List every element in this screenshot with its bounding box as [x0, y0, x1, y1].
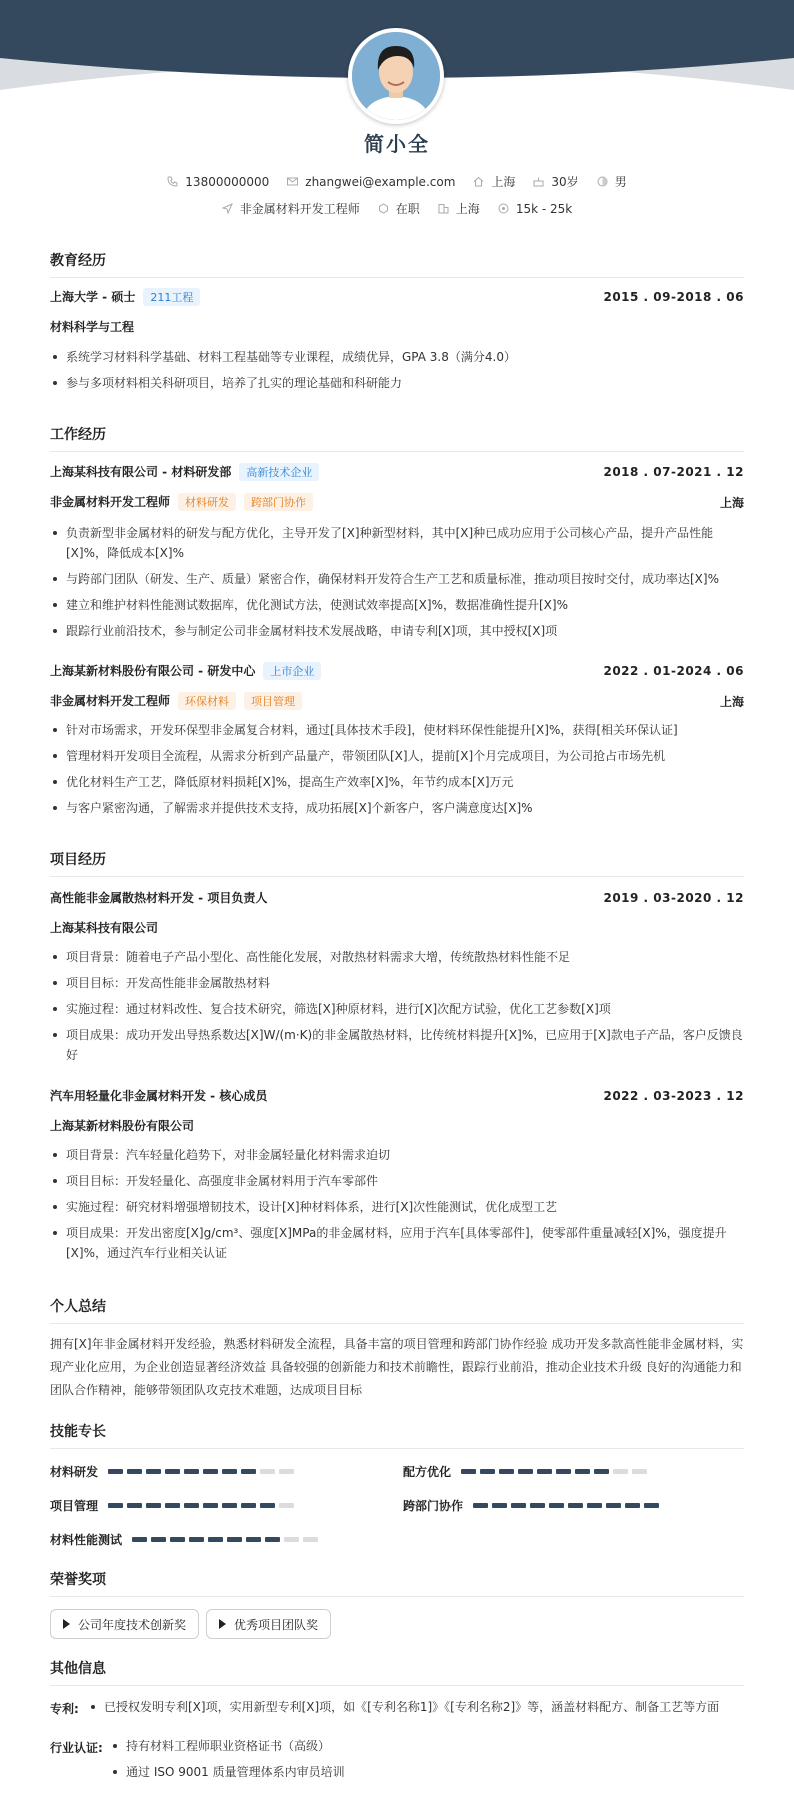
award-badge	[50, 1609, 199, 1639]
cake-icon	[533, 176, 544, 187]
job-2-position: 非金属材料开发工程师	[50, 694, 171, 708]
education-bullets	[50, 347, 744, 399]
skill-segment-filled	[260, 1503, 275, 1508]
skill-segment-filled	[499, 1469, 514, 1474]
job-2-bullets	[50, 720, 744, 824]
skill-segment-empty	[632, 1469, 647, 1474]
candidate-name: 简小全	[364, 132, 430, 156]
contact-row	[0, 173, 794, 190]
education-date: 2015 . 09-2018 . 06	[603, 290, 744, 304]
skill-segment-filled	[222, 1503, 237, 1508]
list-item: 管理材料开发项目全流程，从需求分析到产品量产，带领团队[X]人，提前[X]个月完成项目，为公司抢占市场先机	[50, 746, 744, 766]
award-label: 公司年度技术创新奖	[78, 1617, 187, 1632]
skill-segment-empty	[260, 1469, 275, 1474]
skill-segment-filled	[537, 1469, 552, 1474]
skill-level-bar	[461, 1469, 651, 1474]
list-item: 项目成果：成功开发出导热系数达[X]W/(m·K)的非金属散热材料，比传统材料提升[X]%，已应用于[X]款电子产品，客户反馈良好	[50, 1025, 744, 1065]
gender-text: 男	[614, 175, 627, 189]
job-1-position-row	[50, 493, 744, 511]
skill-segment-filled	[146, 1503, 161, 1508]
skill-level-bar	[473, 1503, 663, 1508]
skill-segment-filled	[518, 1469, 533, 1474]
skill-segment-filled	[461, 1469, 476, 1474]
list-item: 针对市场需求，开发环保型非金属复合材料，通过[具体技术手段]，使材料环保性能提升[X]%，获得[相关环保认证]	[50, 720, 744, 740]
skill-segment-filled	[189, 1537, 204, 1542]
skill-segment-filled	[108, 1503, 123, 1508]
work-section	[50, 424, 744, 452]
skill-segment-filled	[625, 1503, 640, 1508]
major-row	[50, 318, 744, 335]
project-1-date: 2019 . 03-2020 . 12	[603, 890, 744, 905]
skill-item	[50, 1531, 322, 1548]
skill-item	[50, 1497, 298, 1514]
skill-item	[403, 1463, 651, 1480]
skill-segment-filled	[132, 1537, 147, 1542]
job-1-company: 上海某科技有限公司 - 材料研发部	[50, 465, 232, 479]
education-section	[50, 250, 744, 278]
skill-segment-filled	[492, 1503, 507, 1508]
list-item: 优化材料生产工艺，降低原材料损耗[X]%，提高生产效率[X]%，年节约成本[X]万元	[50, 772, 744, 792]
skill-segment-empty	[303, 1537, 318, 1542]
skill-name: 材料性能测试	[50, 1533, 123, 1547]
job-1-bullets	[50, 523, 744, 647]
job-1-date: 2018 . 07-2021 . 12	[603, 465, 744, 479]
status-icon	[378, 203, 389, 214]
job-title-item	[222, 200, 360, 217]
building-icon	[438, 203, 449, 214]
skill-item	[50, 1463, 298, 1480]
list-item: 实施过程：研究材料增强增韧技术，设计[X]种材料体系，进行[X]次性能测试，优化成型工艺	[50, 1197, 744, 1217]
city-item	[473, 173, 515, 190]
list-item: 项目成果：开发出密度[X]g/cm³、强度[X]MPa的非金属材料，应用于汽车[具体零部件]，使零部件重量减轻[X]%，强度提升[X]%，通过汽车行业相关认证	[50, 1223, 744, 1263]
skill-segment-filled	[556, 1469, 571, 1474]
other-section	[50, 1658, 744, 1686]
project-2-company: 上海某新材料股份有限公司	[50, 1119, 195, 1133]
skill-segment-empty	[284, 1537, 299, 1542]
cert-list	[110, 1736, 744, 1788]
skill-level-bar	[132, 1537, 322, 1542]
skill-name: 配方优化	[403, 1465, 452, 1479]
major: 材料科学与工程	[50, 320, 135, 334]
skill-segment-filled	[151, 1537, 166, 1542]
skill-segment-filled	[165, 1469, 180, 1474]
skills-section	[50, 1421, 744, 1449]
gender-icon	[597, 176, 608, 187]
phone-icon	[167, 176, 178, 187]
job-2-position-row	[50, 692, 744, 710]
project-2-date: 2022 . 03-2023 . 12	[603, 1088, 744, 1103]
play-icon	[63, 1619, 70, 1629]
skill-segment-filled	[108, 1469, 123, 1474]
list-item: 项目目标：开发轻量化、高强度非金属材料用于汽车零部件	[50, 1171, 744, 1191]
school-tag: 211工程	[143, 288, 200, 306]
project-2-bullets	[50, 1145, 744, 1269]
gender-item	[597, 173, 627, 190]
summary-section	[50, 1296, 744, 1324]
list-item: 建立和维护材料性能测试数据库，优化测试方法，使测试效率提高[X]%，数据准确性提升[X]%	[50, 595, 744, 615]
projects-section	[50, 849, 744, 877]
awards-title: 荣誉奖项	[50, 1569, 744, 1597]
email-item	[287, 175, 455, 189]
list-item: 跟踪行业前沿技术，参与制定公司非金属材料技术发展战略，申请专利[X]项，其中授权[X]项	[50, 621, 744, 641]
skill-name: 项目管理	[50, 1499, 99, 1513]
patent-list	[88, 1697, 744, 1723]
email-text: zhangwei@example.com	[305, 174, 456, 189]
skill-segment-filled	[606, 1503, 621, 1508]
project-2-header	[50, 1087, 744, 1104]
job-2-date: 2022 . 01-2024 . 06	[603, 664, 744, 678]
avatar	[348, 28, 444, 124]
list-item: 负责新型非金属材料的研发与配方优化，主导开发了[X]种新型材料，其中[X]种已成功应用于公司核心产品，提升产品性能[X]%，降低成本[X]%	[50, 523, 744, 563]
target-city-item	[438, 200, 480, 217]
education-title: 教育经历	[50, 250, 744, 278]
job-intent-row	[0, 200, 794, 217]
project-2-name: 汽车用轻量化非金属材料开发 - 核心成员	[50, 1089, 268, 1103]
city-text: 上海	[491, 175, 516, 189]
project-2-company-row	[50, 1117, 744, 1134]
skill-segment-filled	[127, 1469, 142, 1474]
job-2-company: 上海某新材料股份有限公司 - 研发中心	[50, 664, 256, 678]
list-item: 项目背景：随着电子产品小型化、高性能化发展，对散热材料需求大增，传统散热材料性能不足	[50, 947, 744, 967]
job-1-tag-2: 跨部门协作	[244, 493, 313, 511]
list-item: 系统学习材料科学基础、材料工程基础等专业课程，成绩优异，GPA 3.8（满分4.0）	[50, 347, 744, 367]
list-item: 实施过程：通过材料改性、复合技术研究，筛选[X]种原材料，进行[X]次配方试验，优化工艺参数[X]项	[50, 999, 744, 1019]
skill-segment-empty	[279, 1469, 294, 1474]
skill-level-bar	[108, 1469, 298, 1474]
skill-segment-filled	[222, 1469, 237, 1474]
skill-segment-filled	[587, 1503, 602, 1508]
job-1-position: 非金属材料开发工程师	[50, 495, 171, 509]
job-1-location: 上海	[719, 495, 744, 510]
status-item	[378, 200, 420, 217]
job-2-header	[50, 662, 744, 680]
list-item: 与客户紧密沟通，了解需求并提供技术支持，成功拓展[X]个新客户，客户满意度达[X]%	[50, 798, 744, 818]
home-icon	[473, 176, 484, 187]
skill-segment-filled	[594, 1469, 609, 1474]
send-icon	[222, 203, 233, 214]
skill-segment-filled	[203, 1503, 218, 1508]
play-icon	[219, 1619, 226, 1629]
skill-segment-filled	[184, 1469, 199, 1474]
project-1-header	[50, 889, 744, 906]
project-1-bullets	[50, 947, 744, 1071]
job-1-tag-1: 材料研发	[178, 493, 236, 511]
skill-segment-filled	[246, 1537, 261, 1542]
phone-item	[167, 175, 269, 189]
list-item: 与跨部门团队（研发、生产、质量）紧密合作，确保材料开发符合生产工艺和质量标准，推动项目按时交付，成功率达[X]%	[50, 569, 744, 589]
age-item	[533, 173, 578, 190]
list-item: 已授权发明专利[X]项，实用新型专利[X]项，如《[专利名称1]》《[专利名称2]》等，涵盖材料配方、制备工艺等方面	[88, 1697, 744, 1717]
skill-segment-filled	[184, 1503, 199, 1508]
skill-segment-filled	[568, 1503, 583, 1508]
target-city-text: 上海	[455, 202, 480, 216]
job-1-header	[50, 463, 744, 481]
skill-segment-filled	[227, 1537, 242, 1542]
cert-label: 行业认证:	[50, 1741, 103, 1755]
skill-segment-filled	[241, 1469, 256, 1474]
skill-item	[403, 1497, 663, 1514]
skill-segment-filled	[208, 1537, 223, 1542]
other-title: 其他信息	[50, 1658, 744, 1686]
job-1-company-tag: 高新技术企业	[239, 463, 319, 481]
projects-title: 项目经历	[50, 849, 744, 877]
patent-label: 专利:	[50, 1702, 79, 1716]
awards-section	[50, 1569, 744, 1597]
skill-segment-filled	[241, 1503, 256, 1508]
summary-text: 拥有[X]年非金属材料开发经验，熟悉材料研发全流程，具备丰富的项目管理和跨部门协作经验 成功开发多款高性能非金属材料，实现产业化应用，为企业创造显著经济效益 具备较强的创新能力和技术前瞻性，跟踪行业前沿，推动企业技术升级 良好的沟通能力和团队合作精神，能够带领团队攻克技术难题，达成项目目标	[50, 1337, 744, 1397]
job-2-tag-1: 环保材料	[178, 692, 236, 710]
skill-segment-filled	[146, 1469, 161, 1474]
summary-title: 个人总结	[50, 1296, 744, 1324]
award-badge	[206, 1609, 331, 1639]
salary-item	[498, 202, 572, 216]
email-icon	[287, 176, 298, 187]
education-header	[50, 288, 744, 306]
skill-name: 跨部门协作	[403, 1499, 464, 1513]
phone-text: 13800000000	[185, 174, 270, 189]
skill-segment-empty	[279, 1503, 294, 1508]
age-text: 30岁	[551, 175, 579, 189]
list-item: 项目目标：开发高性能非金属散热材料	[50, 973, 744, 993]
list-item: 通过 ISO 9001 质量管理体系内审员培训	[110, 1762, 744, 1782]
award-label: 优秀项目团队奖	[234, 1617, 319, 1632]
skill-segment-filled	[530, 1503, 545, 1508]
status-text: 在职	[395, 202, 420, 216]
skill-segment-filled	[473, 1503, 488, 1508]
avatar-photo	[352, 32, 440, 120]
skills-title: 技能专长	[50, 1421, 744, 1449]
job-2-location: 上海	[719, 694, 744, 709]
skill-segment-filled	[511, 1503, 526, 1508]
skill-segment-filled	[203, 1469, 218, 1474]
project-1-company: 上海某科技有限公司	[50, 921, 159, 935]
job-2-company-tag: 上市企业	[263, 662, 321, 680]
skill-segment-filled	[265, 1537, 280, 1542]
skill-segment-filled	[170, 1537, 185, 1542]
skill-segment-filled	[575, 1469, 590, 1474]
skill-segment-filled	[549, 1503, 564, 1508]
skill-segment-filled	[644, 1503, 659, 1508]
project-1-company-row	[50, 919, 744, 936]
skill-level-bar	[108, 1503, 298, 1508]
list-item: 参与多项材料相关科研项目，培养了扎实的理论基础和科研能力	[50, 373, 744, 393]
skill-segment-empty	[613, 1469, 628, 1474]
work-title: 工作经历	[50, 424, 744, 452]
project-1-name: 高性能非金属散热材料开发 - 项目负责人	[50, 891, 268, 905]
skill-segment-filled	[165, 1503, 180, 1508]
school-name: 上海大学 - 硕士	[50, 290, 136, 304]
skill-segment-filled	[127, 1503, 142, 1508]
salary-text: 15k - 25k	[515, 201, 573, 216]
job-2-tag-2: 项目管理	[244, 692, 302, 710]
list-item: 项目背景：汽车轻量化趋势下，对非金属轻量化材料需求迫切	[50, 1145, 744, 1165]
job-title-text: 非金属材料开发工程师	[239, 202, 360, 216]
skill-name: 材料研发	[50, 1465, 99, 1479]
skill-segment-filled	[480, 1469, 495, 1474]
list-item: 持有材料工程师职业资格证书（高级）	[110, 1736, 744, 1756]
salary-icon	[498, 203, 509, 214]
